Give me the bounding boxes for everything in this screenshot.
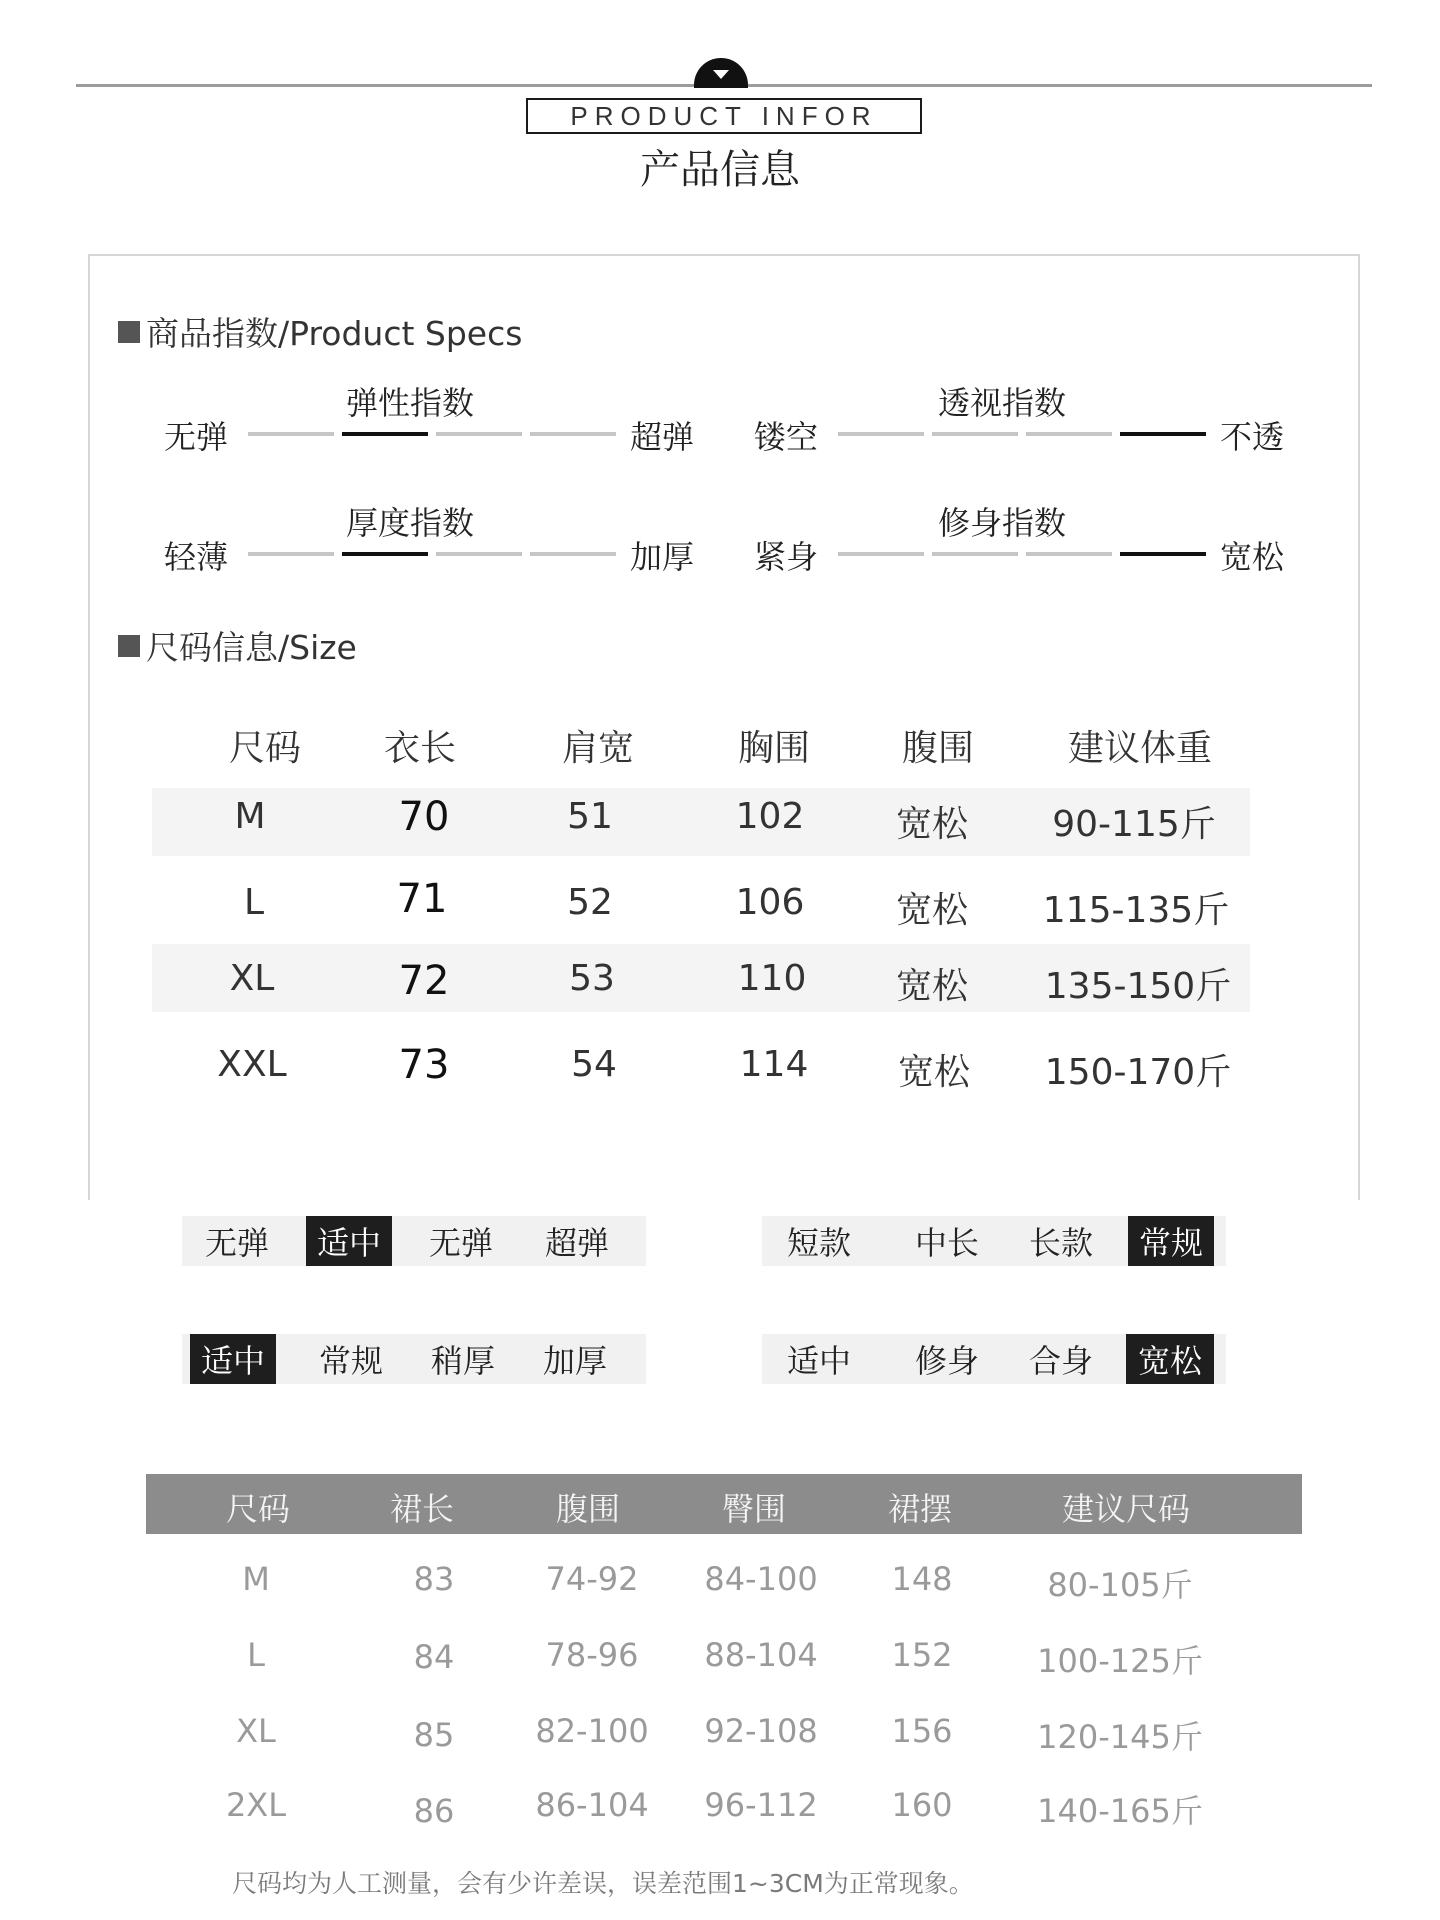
table-header-cell: 肩宽 <box>561 728 634 769</box>
table-header-cell: 裙长 <box>389 1490 454 1528</box>
table-header-cell: 建议尺码 <box>1061 1490 1190 1528</box>
table-cell: 86 <box>413 1792 455 1830</box>
spec-segment-active <box>342 432 428 436</box>
table-cell: 宽松 <box>895 804 968 845</box>
spec-segment <box>1026 432 1112 436</box>
tag-bar-thickness <box>182 1334 646 1384</box>
table-header-cell: 腹围 <box>555 1490 620 1528</box>
table-cell: 100-125斤 <box>1037 1642 1203 1680</box>
tag-option: 中长 <box>914 1224 979 1262</box>
table-cell: 2XL <box>225 1786 287 1824</box>
table-cell: 92-108 <box>704 1712 818 1750</box>
spec-right-label: 超弹 <box>630 418 695 456</box>
table-cell: 80-105斤 <box>1047 1566 1193 1604</box>
header-title-en: PRODUCT INFOR <box>570 100 878 131</box>
table-cell: 110 <box>737 958 807 999</box>
table-cell: 53 <box>569 958 615 999</box>
table-cell: 135-150斤 <box>1044 966 1232 1007</box>
table-cell: XL <box>229 958 275 999</box>
table-cell: 52 <box>567 882 613 923</box>
table-cell: 140-165斤 <box>1037 1792 1203 1830</box>
table-cell: XL <box>236 1712 276 1750</box>
specs-section-label: 商品指数/Product Specs <box>146 314 523 353</box>
square-bullet-icon <box>118 321 140 343</box>
size-section-title <box>118 622 357 669</box>
tag-option: 加厚 <box>542 1342 607 1380</box>
spec-segment-active <box>342 552 428 556</box>
tag-option: 适中 <box>786 1342 851 1380</box>
spec-segment-active <box>1120 552 1206 556</box>
table-header-cell: 裙摆 <box>887 1490 952 1528</box>
table-cell: 82-100 <box>535 1712 649 1750</box>
spec-segment <box>530 432 616 436</box>
spec-right-label: 不透 <box>1220 418 1285 456</box>
tag-option: 无弹 <box>428 1224 493 1262</box>
size-table-2-header <box>146 1474 1302 1534</box>
spec-left-label: 轻薄 <box>164 538 229 576</box>
tag-option: 合身 <box>1028 1342 1093 1380</box>
spec-transparency <box>754 374 1414 454</box>
spec-elasticity <box>164 374 824 454</box>
spec-title: 厚度指数 <box>346 504 475 542</box>
table-cell: 88-104 <box>704 1636 818 1674</box>
table-header-cell: 腹围 <box>901 728 974 769</box>
table-header-cell: 衣长 <box>383 728 456 769</box>
spec-title: 弹性指数 <box>346 384 475 422</box>
tag-option-selected: 适中 <box>306 1216 392 1266</box>
table-header-cell: 胸围 <box>737 728 810 769</box>
square-bullet-icon <box>118 635 140 657</box>
spec-segment <box>838 432 924 436</box>
table-cell: 54 <box>571 1044 617 1085</box>
spec-segment <box>436 552 522 556</box>
tag-option-selected: 常规 <box>1128 1216 1214 1266</box>
specs-section-title <box>118 308 522 355</box>
spec-segment <box>530 552 616 556</box>
table-header-cell: 建议体重 <box>1067 728 1212 769</box>
spec-left-label: 无弹 <box>164 418 229 456</box>
spec-left-label: 镂空 <box>754 418 819 456</box>
table-cell: 115-135斤 <box>1042 890 1230 931</box>
spec-thickness <box>164 494 824 574</box>
tag-option-selected: 宽松 <box>1126 1334 1214 1384</box>
size-section-label: 尺码信息/Size <box>146 628 357 667</box>
spec-title: 修身指数 <box>938 504 1067 542</box>
spec-fit <box>754 494 1414 574</box>
tag-option: 长款 <box>1028 1224 1093 1262</box>
table-header-cell: 臀围 <box>721 1490 786 1528</box>
table-cell: 宽松 <box>895 966 968 1007</box>
table-cell: L <box>247 1636 265 1674</box>
tag-bar-fit <box>762 1334 1226 1384</box>
spec-segment <box>1026 552 1112 556</box>
table-cell: 102 <box>735 796 805 837</box>
table-cell: 156 <box>891 1712 953 1750</box>
spec-title: 透视指数 <box>938 384 1067 422</box>
table-cell: 71 <box>396 876 448 922</box>
tag-option: 短款 <box>786 1224 851 1262</box>
table-cell: XXL <box>217 1044 287 1085</box>
header-title-box <box>526 98 922 134</box>
measurement-footnote: 尺码均为人工测量，会有少许差误，误差范围1~3CM为正常现象。 <box>232 1869 974 1898</box>
table-cell: 86-104 <box>535 1786 649 1824</box>
spec-segment <box>932 552 1018 556</box>
tag-option: 无弹 <box>204 1224 269 1262</box>
table-cell: 宽松 <box>897 1052 970 1093</box>
spec-segment <box>436 432 522 436</box>
table-cell: 106 <box>735 882 805 923</box>
table-cell: 78-96 <box>545 1636 639 1674</box>
table-cell: 宽松 <box>895 890 968 931</box>
table-cell: 74-92 <box>545 1560 639 1598</box>
tag-option: 稍厚 <box>430 1342 495 1380</box>
tag-option: 常规 <box>318 1342 383 1380</box>
tag-option: 超弹 <box>544 1224 609 1262</box>
spec-left-label: 紧身 <box>754 538 819 576</box>
table-cell: 83 <box>413 1560 455 1598</box>
table-cell: 152 <box>891 1636 953 1674</box>
spec-segment <box>838 552 924 556</box>
table-cell: 51 <box>567 796 613 837</box>
tag-bar-elasticity <box>182 1216 646 1266</box>
table-cell: 85 <box>413 1716 455 1754</box>
header-title-cn: 产品信息 <box>640 147 800 193</box>
spec-segment <box>248 552 334 556</box>
tag-bar-length <box>762 1216 1226 1266</box>
spec-right-label: 加厚 <box>630 538 695 576</box>
spec-segment <box>932 432 1018 436</box>
table-cell: 73 <box>398 1042 450 1088</box>
table-cell: 84 <box>413 1638 455 1676</box>
table-cell: 148 <box>891 1560 953 1598</box>
spec-right-label: 宽松 <box>1220 538 1285 576</box>
spec-segment-active <box>1120 432 1206 436</box>
table-cell: 150-170斤 <box>1044 1052 1232 1093</box>
table-cell: L <box>243 882 265 923</box>
table-cell: M <box>234 796 266 837</box>
table-cell: 160 <box>891 1786 953 1824</box>
table-header-cell: 尺码 <box>225 1490 290 1528</box>
spec-segment <box>248 432 334 436</box>
table-cell: 90-115斤 <box>1052 804 1216 845</box>
chevron-down-icon <box>713 70 729 79</box>
table-cell: 120-145斤 <box>1037 1718 1203 1756</box>
table-cell: 70 <box>398 794 450 840</box>
table-cell: 72 <box>398 958 450 1004</box>
tag-option: 修身 <box>914 1342 979 1380</box>
tag-option-selected: 适中 <box>190 1334 276 1384</box>
table-cell: 96-112 <box>704 1786 818 1824</box>
table-cell: 114 <box>739 1044 809 1085</box>
table-cell: M <box>242 1560 270 1598</box>
table-header-cell: 尺码 <box>228 728 301 769</box>
table-cell: 84-100 <box>704 1560 818 1598</box>
